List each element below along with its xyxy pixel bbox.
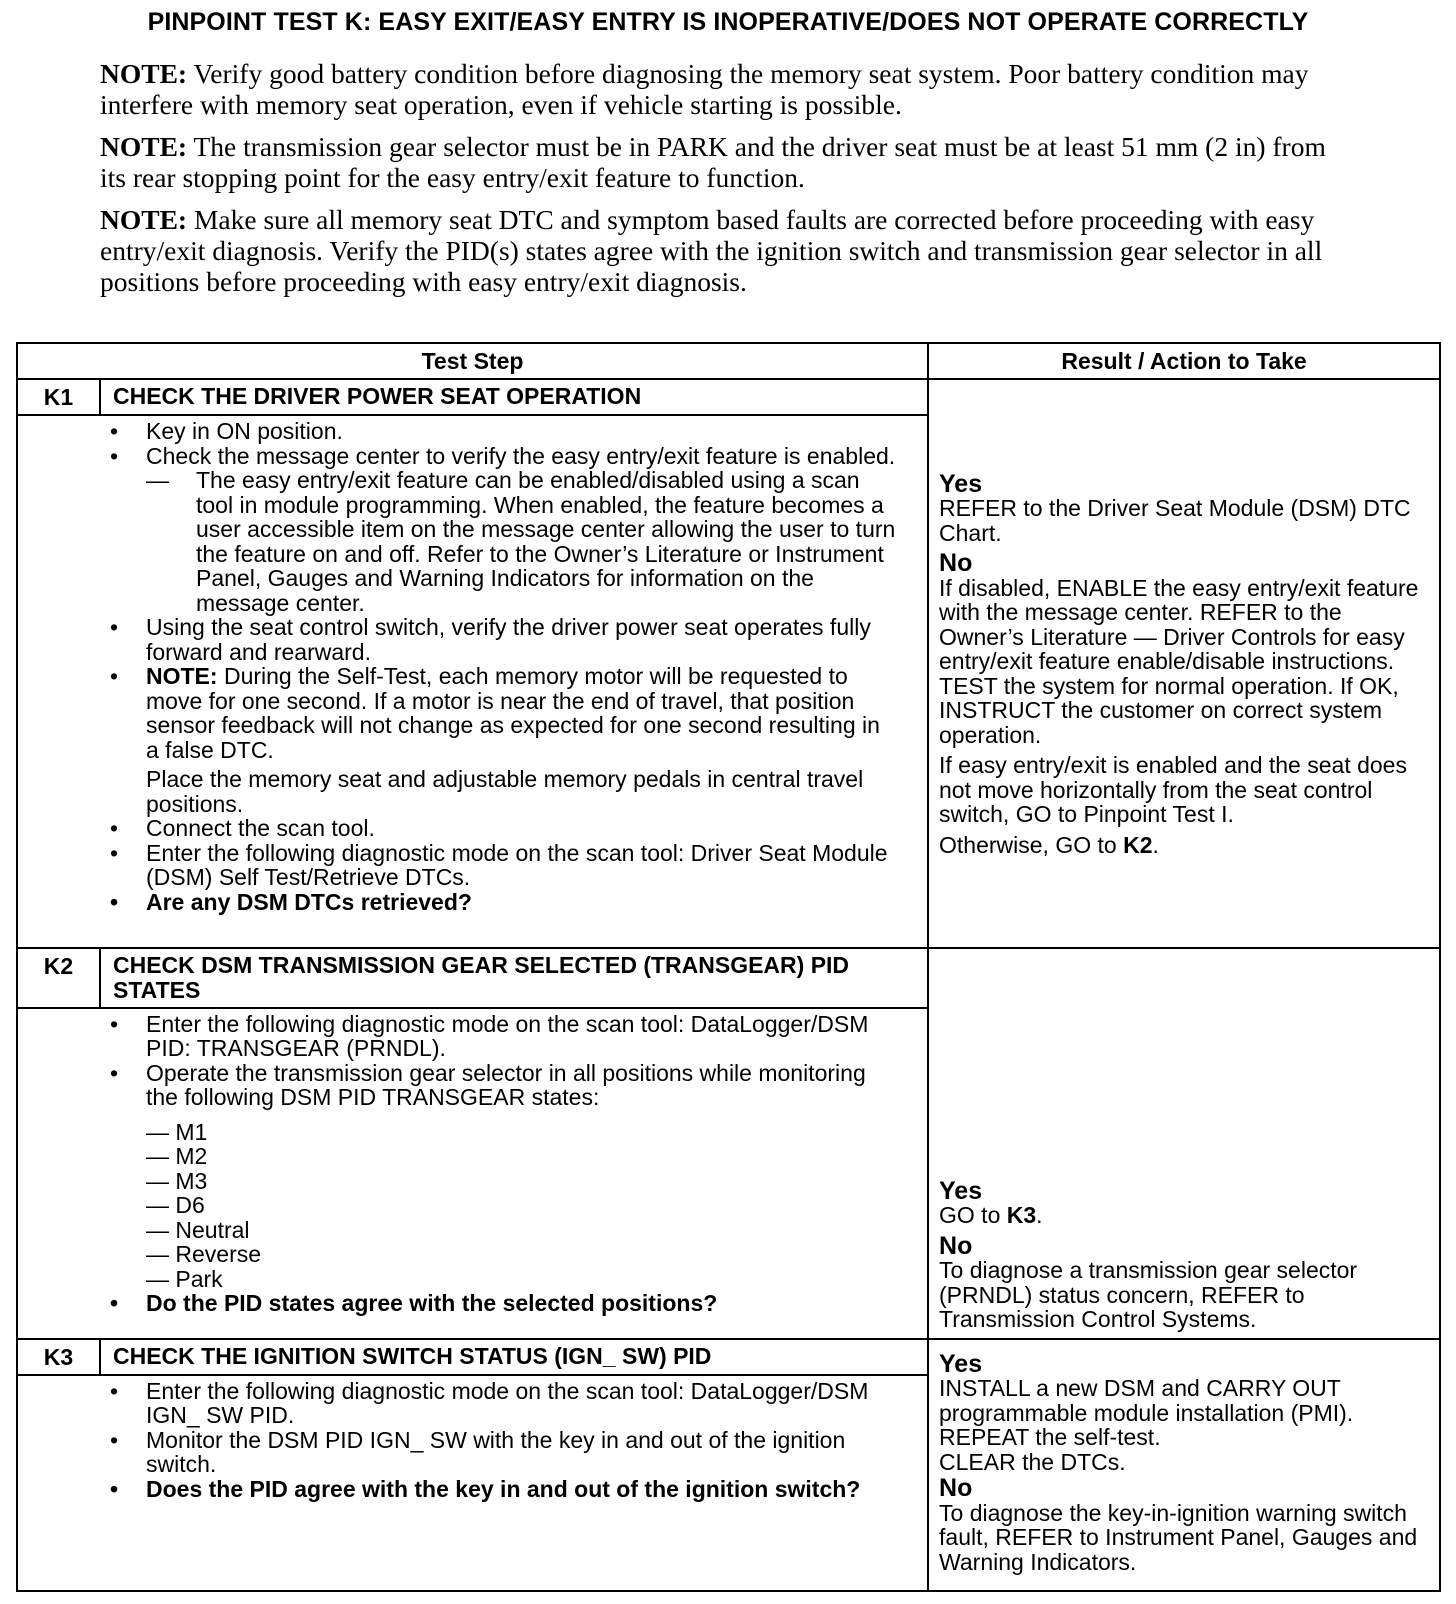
- yes-label: Yes: [939, 469, 983, 498]
- step-k2-title-row: [17, 948, 1440, 1008]
- list-item: • Operate the transmission gear selector in all positions while monitoring the following DSM PID TRANSGEAR states:: [110, 1059, 866, 1111]
- note-text: Verify good battery condition before diagnosing the memory seat system. Poor battery condition may interfere with memory seat operation, even if vehicle starting is possible.: [100, 58, 1309, 120]
- list-item: — M3: [146, 1167, 208, 1194]
- list-item: • NOTE: During the Self-Test, each memory motor will be requested to move for one second. If a motor is near the end of travel, that position sensor feedback will not change as expected for one second resulting in a false DTC.: [110, 663, 880, 763]
- step-question: • Does the PID agree with the key in and out of the ignition switch?: [110, 1475, 861, 1502]
- yes-action: INSTALL a new DSM and CARRY OUT programmable module installation (PMI).: [939, 1375, 1354, 1426]
- note-label: NOTE:: [100, 58, 188, 89]
- no-action-enabled: If easy entry/exit is enabled and the seat does not move horizontally from the seat control switch, GO to Pinpoint Test I.: [939, 752, 1407, 828]
- step-k3-result: [928, 1339, 1440, 1591]
- note-battery: [100, 58, 1330, 120]
- step-id: K3: [17, 1339, 100, 1375]
- yes-action: GO to K3.: [939, 1202, 1043, 1229]
- yes-action: CLEAR the DTCs.: [939, 1448, 1126, 1475]
- no-action: To diagnose a transmission gear selector (PRNDL) status concern, REFER to Transmission Control Systems.: [939, 1257, 1358, 1333]
- list-item: — The easy entry/exit feature can be enabled/disabled using a scan tool in module programming. When enabled, the feature becomes a user accessible item on the message center allowing the user to turn the feature on and off. Refer to the Owner’s Literature or Instrument Panel, Gauges and Warning Indicators for information on the message center.: [146, 467, 896, 616]
- list-item: • Enter the following diagnostic mode on the scan tool: DataLogger/DSM IGN_ SW PID.: [110, 1377, 869, 1429]
- no-label: No: [939, 1231, 973, 1260]
- step-k3-title-row: [17, 1339, 1440, 1375]
- yes-action: REFER to the Driver Seat Module (DSM) DTC Chart.: [939, 495, 1411, 546]
- otherwise-suffix: .: [1152, 831, 1159, 858]
- transgear-states-list: [18, 1120, 897, 1292]
- table-header-row: [17, 343, 1440, 379]
- list-item: — Reverse: [146, 1241, 262, 1268]
- header-result-action: Result / Action to Take: [928, 343, 1440, 379]
- no-action: To diagnose the key-in-ignition warning switch fault, REFER to Instrument Panel, Gauges and Warning Indicators.: [939, 1499, 1418, 1575]
- list-item: • Connect the scan tool.: [110, 815, 375, 841]
- step-k2-body: [17, 1008, 928, 1339]
- note-text: The transmission gear selector must be in PARK and the driver seat must be at least 51 mm (2 in) from its rear stopping point for the easy entry/exit feature to function.: [100, 131, 1326, 193]
- list-item: • Enter the following diagnostic mode on the scan tool: DataLogger/DSM PID: TRANSGEAR (PRNDL).: [110, 1010, 869, 1062]
- list-item: • Key in ON position.: [110, 418, 343, 444]
- list-item: — D6: [146, 1192, 205, 1219]
- otherwise-prefix: Otherwise, GO to: [939, 831, 1124, 858]
- list-item: • Monitor the DSM PID IGN_ SW with the key in and out of the ignition switch.: [110, 1426, 846, 1478]
- step-question: • Are any DSM DTCs retrieved?: [110, 888, 472, 915]
- header-test-step: Test Step: [17, 343, 928, 379]
- list-item: — M1: [146, 1118, 208, 1145]
- list-item: — M2: [146, 1143, 208, 1170]
- page-title: PINPOINT TEST K: EASY EXIT/EASY ENTRY IS INOPERATIVE/DOES NOT OPERATE CORRECTLY: [147, 8, 1309, 36]
- step-question: • Do the PID states agree with the selected positions?: [110, 1290, 718, 1317]
- no-action: If disabled, ENABLE the easy entry/exit feature with the message center. REFER to the Owner’s Literature — Driver Controls for easy entry/exit feature enable/disable instructions. TEST the system for normal operation. If OK, INSTRUCT the customer on correct system operation.: [939, 574, 1419, 748]
- pinpoint-test-table: [16, 342, 1441, 1592]
- step-k1-body: [17, 415, 928, 948]
- step-k1-result: [928, 379, 1440, 948]
- note-faults: [100, 204, 1330, 297]
- note-transmission: [100, 131, 1330, 193]
- instruction-text: Place the memory seat and adjustable memory pedals in central travel positions.: [146, 766, 864, 817]
- note-label: NOTE:: [100, 131, 188, 162]
- step-k2-result: [928, 948, 1440, 1339]
- step-id: K2: [17, 948, 100, 1008]
- otherwise-action: [939, 833, 1431, 858]
- no-label: No: [939, 1474, 973, 1503]
- step-title: CHECK THE DRIVER POWER SEAT OPERATION: [100, 379, 928, 415]
- list-item: • Enter the following diagnostic mode on the scan tool: Driver Seat Module (DSM) Self Test/Retrieve DTCs.: [110, 839, 888, 890]
- list-item: — Park: [146, 1265, 223, 1292]
- step-id: K1: [17, 379, 100, 415]
- list-item: — Neutral: [146, 1216, 250, 1243]
- yes-action: REPEAT the self-test.: [939, 1424, 1161, 1451]
- otherwise-target: K2: [1123, 831, 1153, 858]
- note-label: NOTE:: [100, 204, 188, 235]
- list-item: • Using the seat control switch, verify the driver power seat operates fully forward and rearward.: [110, 614, 871, 665]
- step-title: CHECK THE IGNITION SWITCH STATUS (IGN_ SW) PID: [100, 1339, 928, 1375]
- step-title: CHECK DSM TRANSMISSION GEAR SELECTED (TRANSGEAR) PID STATES: [100, 948, 928, 1008]
- note-text: Make sure all memory seat DTC and symptom based faults are corrected before proceeding with easy entry/exit diagnosis. Verify the PID(s) states agree with the ignition switch and transmission gear selector in all positions before proceeding with easy entry/exit diagnosis.: [100, 204, 1323, 297]
- list-item: • Check the message center to verify the easy entry/exit feature is enabled. — The easy entry/exit feature can be enabled/disabled using a scan tool in module programming. When enabled, the feature becomes a user accessible item on the message center allowing the user to turn the feature on and off. Refer to the Owner’s Literature or Instrument Panel, Gauges and Warning Indicators for information on the message center.: [110, 442, 896, 616]
- step-k3-body: [17, 1375, 928, 1591]
- yes-label: Yes: [939, 1349, 983, 1378]
- step-k1-title-row: [17, 379, 1440, 415]
- yes-label: Yes: [939, 1176, 983, 1205]
- no-label: No: [939, 549, 973, 578]
